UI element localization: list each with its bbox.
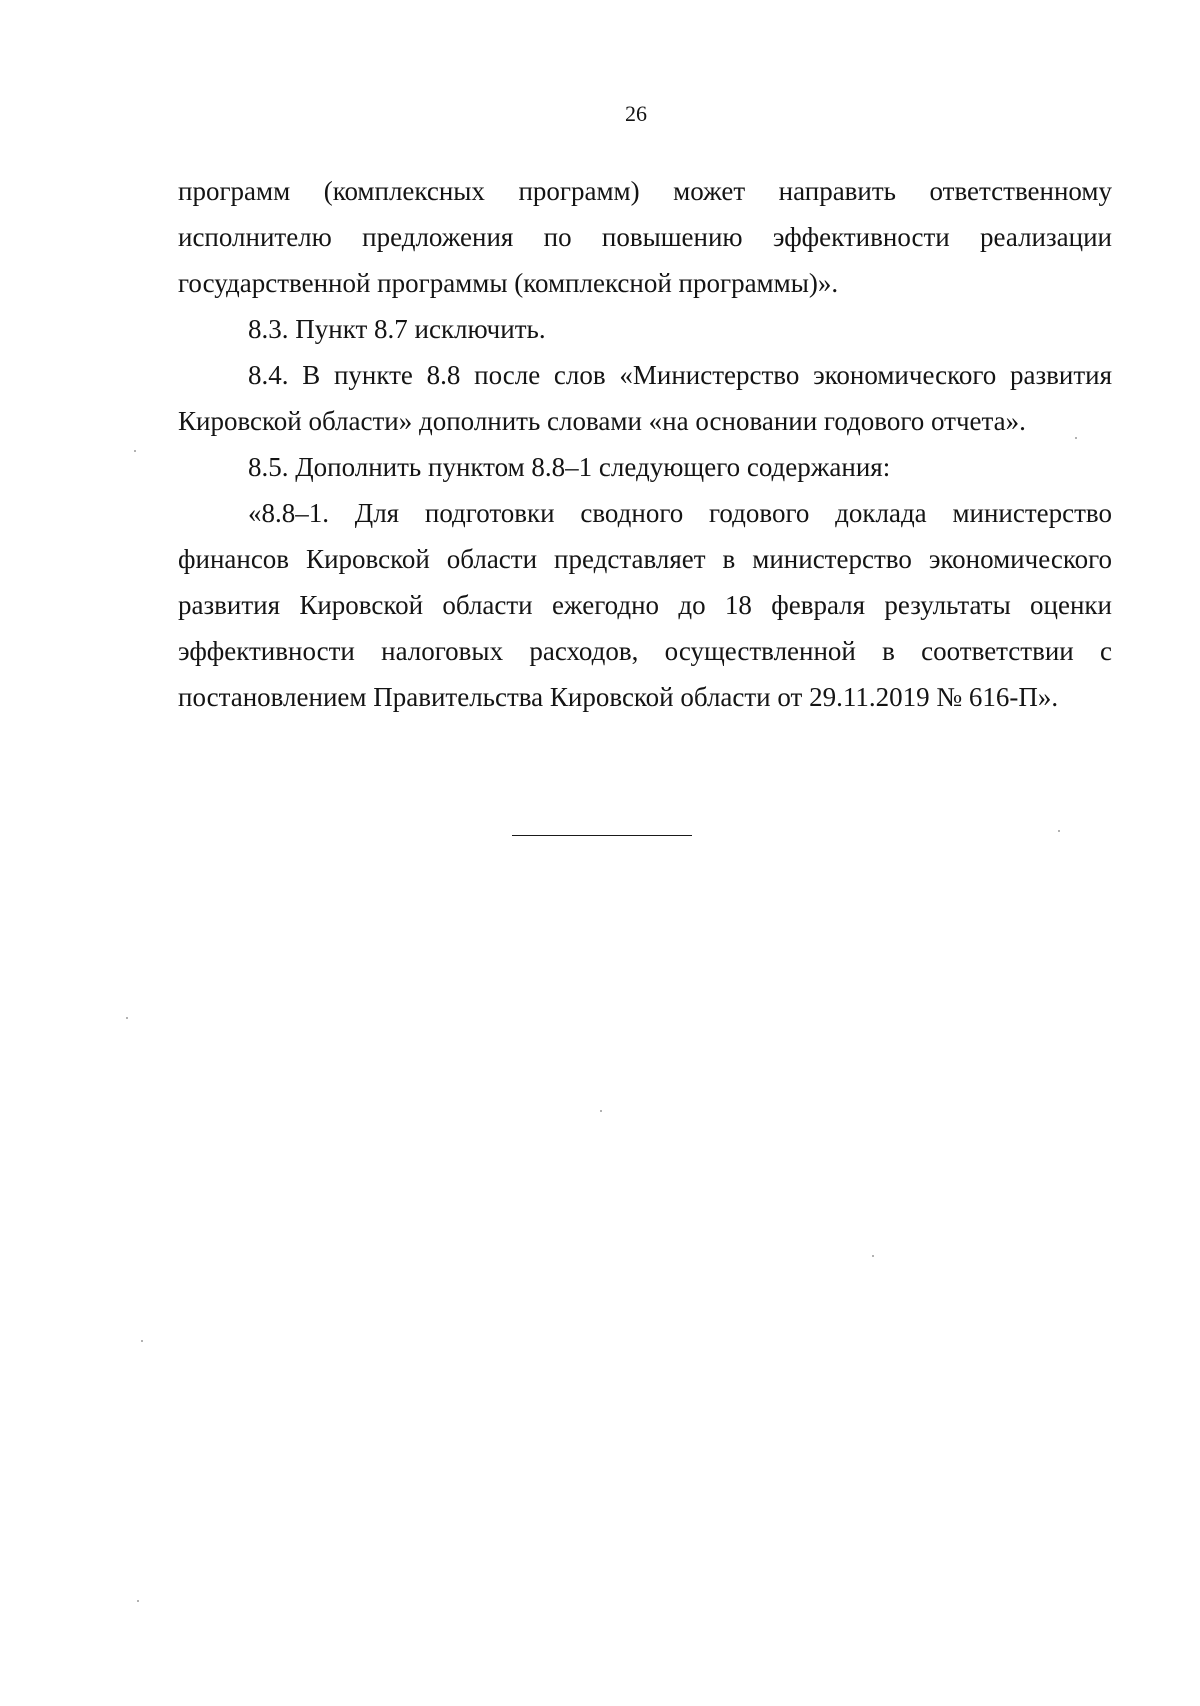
paragraph-continuation: программ (комплексных программ) может направить ответственному исполнителю предложения по повышению эффективности реализации государственной программы (комплексной программы)». (178, 176, 1112, 298)
scan-speck (126, 1017, 128, 1019)
paragraph-8-5: 8.5. Дополнить пунктом 8.8–1 следующего содержания: (248, 452, 891, 482)
scan-speck (600, 1110, 602, 1112)
scan-speck (1075, 437, 1077, 439)
paragraph-8-3: 8.3. Пункт 8.7 исключить. (248, 314, 546, 344)
paragraph-8-8-1: «8.8–1. Для подготовки сводного годового доклада министерство финансов Кировской области представляет в министерство экономического развития Кировской области ежегодно до 18 февраля результаты оценки эффективности налоговых расходов, осуществленной в соответствии с постановлением Правительства Кировской области от 29.11.2019 № 616-П». (178, 498, 1112, 712)
page-number: 26 (625, 101, 647, 126)
paragraph-8-4: 8.4. В пункте 8.8 после слов «Министерство экономического развития Кировской области» дополнить словами «на основании годового отчета». (178, 360, 1112, 436)
scan-speck (1058, 830, 1060, 832)
scan-speck (137, 1600, 139, 1602)
scan-speck (141, 1340, 143, 1342)
document-body (178, 168, 1112, 720)
end-divider-line (512, 835, 692, 836)
scan-speck (872, 1255, 874, 1257)
scan-speck (134, 450, 136, 452)
